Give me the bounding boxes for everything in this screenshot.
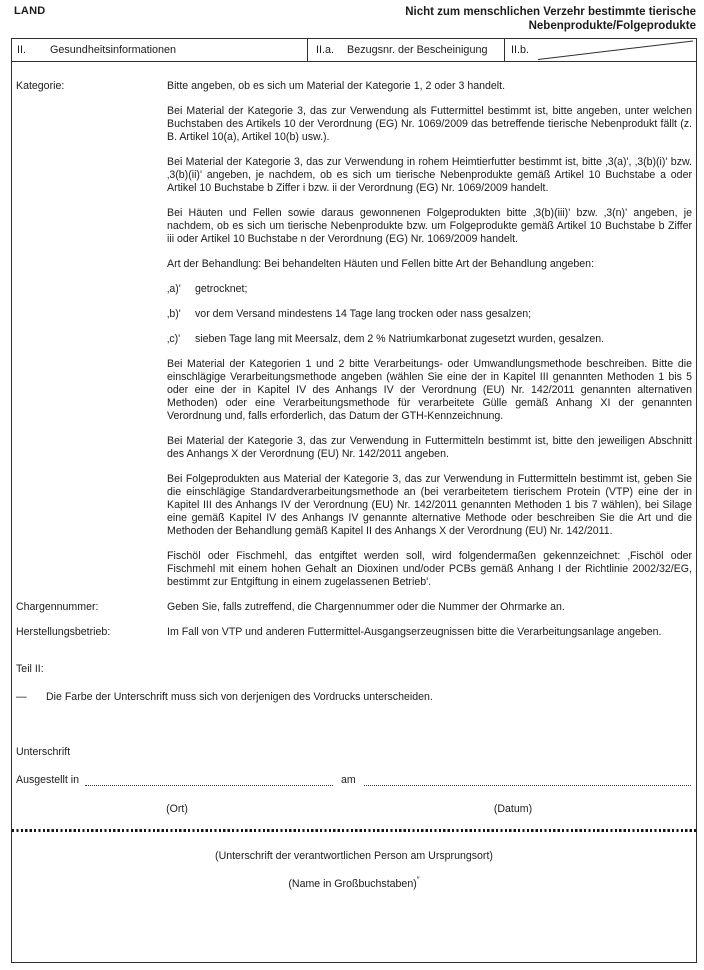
diagonal-strike-line — [538, 40, 693, 61]
treatment-list-item — [167, 283, 692, 296]
issued-date-field[interactable] — [364, 780, 691, 786]
issued-am-label: am — [341, 774, 356, 786]
note-paragraph: Bei Material der Kategorie 3, das zur Verwendung in rohem Heimtierfutter bestimmt ist, bitte ‚3(a)', ‚3(b)(i)' bzw. ‚3(b)(ii)' angeben, je nachdem, ob es sich um tierische Nebenprodukte gemäß Artikel 10 Buchstabe a oder Artikel 10 Buchstabe b Ziffer i bzw. ii der Verordnung (EG) Nr. 1069/2009 handelt. — [167, 156, 692, 194]
part2-note-text: Die Farbe der Unterschrift muss sich von derjenigen des Vordrucks unterscheiden. — [46, 691, 433, 703]
note-paragraph: Bei Material der Kategorien 1 und 2 bitte Verarbeitungs- oder Umwandlungsmethode beschreiben. Bitte die einschlägige Verarbeitungsmethode angeben (wählen Sie eine der in Kapitel III genannten Methoden 1 bis 5 oder eine der in Kapitel IV des Anhangs IV der Verordnung (EU) Nr. 142/2011 genannten alternativen Methoden) oder eine Verarbeitungsmethode für verarbeitete Gülle gemäß Anhang XI der genannten Verordnung und, falls erforderlich, das Datum der GTH-Kennzeichnung. — [167, 358, 692, 422]
list-text: getrocknet; — [195, 283, 248, 295]
note-paragraph: Bei Material der Kategorie 3, das zur Verwendung in Futtermitteln bestimmt ist, bitte den jeweiligen Abschnitt des Anhangs X der Verordnung (EU) Nr. 142/2011 angeben. — [167, 435, 692, 460]
part2-note-row — [16, 691, 692, 704]
note-paragraph: Bei Folgeprodukten aus Material der Kategorie 3, das zur Verwendung in Futtermitteln bestimmt ist, geben Sie die einschlägige Standardverarbeitungsmethode an (bei verarbeitetem tierischem Protein (VTP) eine der in Kapitel III des Anhangs IV der Verordnung (EU) Nr. 142/2011 genannten Methoden 1 bis 7 wählen), bei Silage eine gemäß Kapitel IV des Anhangs IV genannte alternative Methode oder beschreiben Sie die Art und die Methoden der Behandlung gemäß Kapitel II des Anhangs X der Verordnung (EU) Nr. 142/2011. — [167, 473, 692, 537]
issued-label: Ausgestellt in — [16, 774, 80, 786]
chargennummer-row — [16, 601, 692, 614]
document-title-line1: Nicht zum menschlichen Verzehr bestimmte tierische — [405, 6, 696, 18]
document-title — [405, 5, 696, 33]
list-marker: ‚a)' — [167, 283, 181, 295]
document-title-line2: Nebenprodukte/Folgeprodukte — [528, 20, 696, 32]
herstellungsbetrieb-text: Im Fall von VTP und anderen Futtermittel-Ausgangserzeugnissen bitte die Verarbeitungsanlage angeben. — [167, 626, 662, 638]
issued-line — [16, 774, 692, 787]
header-cell-health-info — [12, 39, 308, 61]
section-label: Bezugsnr. der Bescheinigung — [347, 43, 488, 56]
section-number: II.a. — [316, 43, 335, 56]
list-text: sieben Tage lang mit Meersalz, dem 2 % Natriumkarbonat zugesetzt wurden, gesalzen. — [195, 333, 605, 345]
chargennummer-label: Chargennummer: — [16, 601, 99, 613]
chargennummer-text: Geben Sie, falls zutreffend, die Chargennummer oder die Nummer der Ohrmarke an. — [167, 601, 565, 613]
section-label: Gesundheitsinformationen — [50, 43, 177, 56]
kategorie-row — [16, 80, 692, 589]
treatment-list-item — [167, 308, 692, 321]
name-caption: (Name in Großbuchstaben) — [288, 878, 417, 890]
list-text: vor dem Versand mindestens 14 Tage lang trocken oder nass gesalzen; — [195, 308, 532, 320]
note-paragraph: Bitte angeben, ob es sich um Material der Kategorie 1, 2 oder 3 handelt. — [167, 80, 506, 92]
herstellungsbetrieb-row — [16, 626, 692, 639]
list-marker: ‚c)' — [167, 333, 181, 345]
page-header — [14, 5, 696, 33]
datum-caption: (Datum) — [493, 803, 533, 815]
note-paragraph: Fischöl oder Fischmehl, das entgiftet werden soll, wird folgendermaßen gekennzeichnet: ‚Fischöl oder Fischmehl mit einem hohen Gehalt an Dioxinen und/oder PCBs gemäß Anhang I der Richtlinie 2002/32/EG, bestimmt zur Entgiftung in einem zugelassenen Betrieb'. — [167, 550, 692, 588]
section-number: II.b. — [511, 43, 530, 56]
unterschrift-label: Unterschrift — [16, 746, 71, 758]
note-paragraph: Art der Behandlung: Bei behandelten Häuten und Fellen bitte Art der Behandlung angeben: — [167, 258, 595, 270]
section-number: II. — [17, 43, 26, 56]
issued-place-field[interactable] — [85, 780, 333, 786]
kategorie-notes — [167, 80, 692, 589]
kategorie-label: Kategorie: — [16, 80, 65, 92]
dash-bullet: — — [16, 691, 27, 703]
header-cell-iib — [505, 39, 696, 61]
country-label: LAND — [14, 5, 46, 17]
note-paragraph: Bei Material der Kategorie 3, das zur Verwendung als Futtermittel bestimmt ist, bitte angeben, unter welchen Buchstaben des Artikels 10 der Verordnung (EG) Nr. 1069/2009 das betreffende tierische Nebenprodukt fällt (z. B. Artikel 10(a), Artikel 10(b) usw.). — [167, 105, 692, 143]
part2-label: Teil II: — [16, 663, 44, 675]
name-caption-line — [16, 875, 692, 891]
certificate-box — [11, 38, 697, 963]
header-cell-reference-no — [308, 39, 505, 61]
herstellungsbetrieb-label: Herstellungsbetrieb: — [16, 626, 111, 638]
ort-caption: (Ort) — [166, 803, 188, 815]
signature-dotted-rule — [12, 829, 696, 832]
list-marker: ‚b)' — [167, 308, 181, 320]
notes-body — [12, 62, 696, 891]
signature-caption: (Unterschrift der verantwortlichen Person am Ursprungsort) — [215, 850, 493, 862]
name-caption-mark: ″ — [416, 875, 420, 885]
issued-captions-row — [16, 803, 692, 816]
treatment-list-item — [167, 333, 692, 346]
note-paragraph: Bei Häuten und Fellen sowie daraus gewonnenen Folgeprodukten bitte ‚3(b)(iii)' bzw. ‚3(n)' angeben, je nachdem, ob es sich um tierische Nebenprodukte bzw. um Folgeprodukte gemäß Artikel 10 Buchstabe b Ziffer iii oder Artikel 10 Buchstabe n der Verordnung (EG) Nr. 1069/2009 handelt. — [167, 207, 692, 245]
section-header-row — [12, 39, 696, 62]
